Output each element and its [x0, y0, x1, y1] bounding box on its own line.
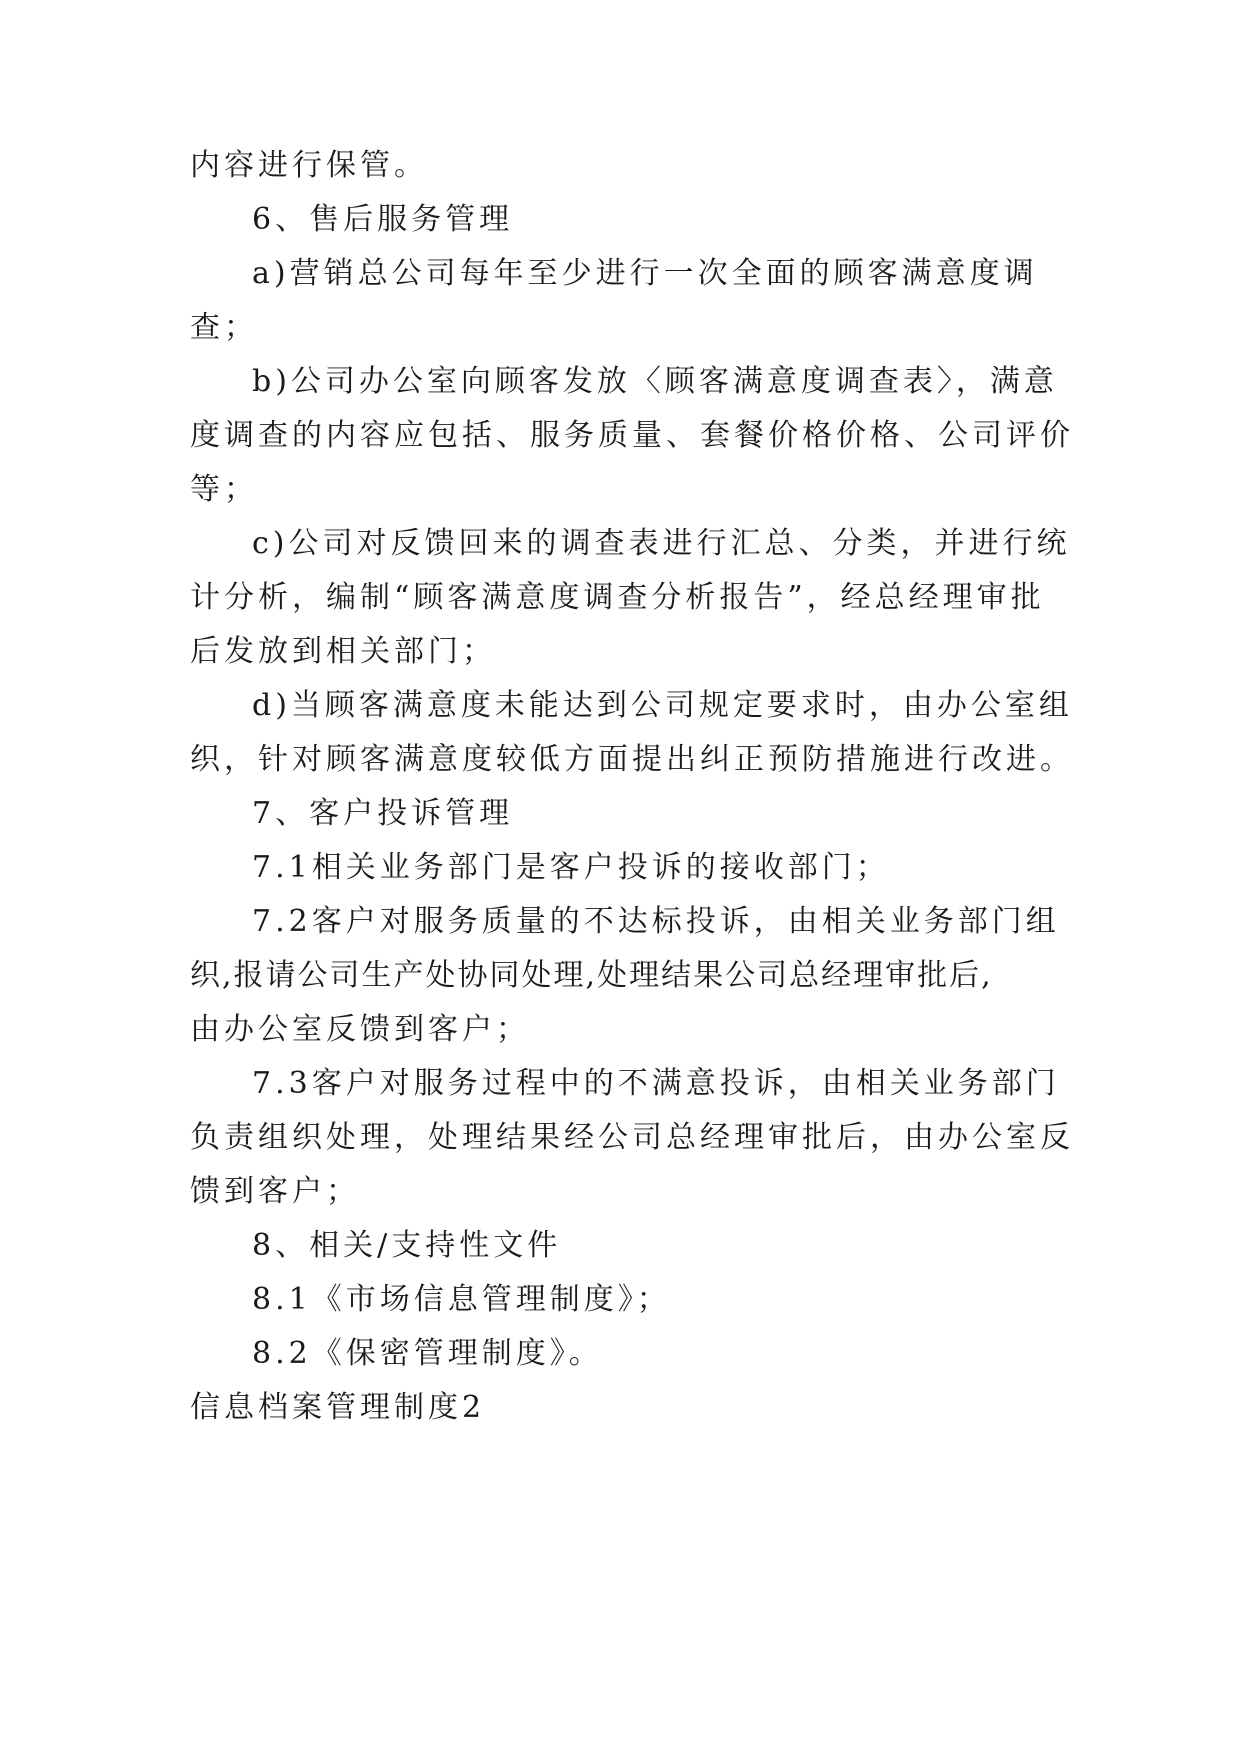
paragraph-line: 由办公室反馈到客户； [190, 1012, 530, 1047]
list-item: c)公司对反馈回来的调查表进行汇总、分类，并进行统 [252, 526, 1071, 561]
section-heading: 7、客户投诉管理 [252, 796, 514, 831]
paragraph-line: 度调查的内容应包括、服务质量、套餐价格价格、公司评价 [190, 418, 1074, 453]
list-item: 7.3客户对服务过程中的不满意投诉，由相关业务部门 [252, 1066, 1060, 1101]
paragraph-line: 负责组织处理，处理结果经公司总经理审批后，由办公室反 [190, 1120, 1074, 1155]
paragraph-line: 计分析，编制“顾客满意度调查分析报告”，经总经理审批 [190, 580, 1045, 615]
paragraph-line: 后发放到相关部门； [190, 634, 496, 669]
paragraph-line: 等； [190, 472, 258, 507]
paragraph-line: 织,报请公司生产处协同处理,处理结果公司总经理审批后, [190, 958, 993, 993]
section-heading: 8、相关/支持性文件 [252, 1228, 562, 1263]
list-item: 8.2《保密管理制度》。 [252, 1336, 603, 1371]
list-item: 7.2客户对服务质量的不达标投诉，由相关业务部门组 [252, 904, 1060, 939]
document-title: 信息档案管理制度2 [190, 1390, 486, 1425]
list-item: a)营销总公司每年至少进行一次全面的顾客满意度调 [252, 256, 1038, 291]
paragraph-line: 织，针对顾客满意度较低方面提出纠正预防措施进行改进。 [190, 742, 1074, 777]
paragraph-line: 查； [190, 310, 258, 345]
list-item: 8.1《市场信息管理制度》； [252, 1282, 671, 1317]
list-item: 7.1相关业务部门是客户投诉的接收部门； [252, 850, 890, 885]
list-item: d)当顾客满意度未能达到公司规定要求时，由办公室组 [252, 688, 1073, 723]
paragraph-line: 馈到客户； [190, 1174, 360, 1209]
list-item: b)公司办公室向顾客发放〈顾客满意度调查表〉，满意 [252, 364, 1058, 399]
section-heading: 6、售后服务管理 [252, 202, 514, 237]
paragraph-line: 内容进行保管。 [190, 148, 428, 183]
